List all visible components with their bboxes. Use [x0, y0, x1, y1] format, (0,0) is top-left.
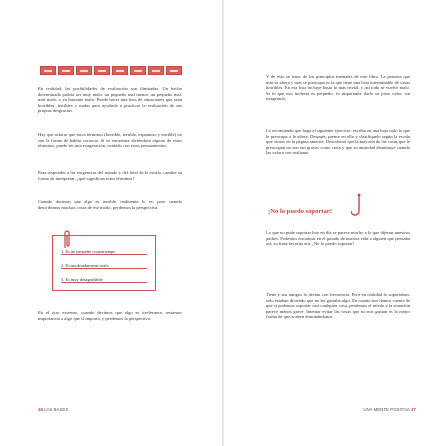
header-tab: [40, 66, 56, 75]
paragraph: En el otro extremo, cuando decimos que algo es irrelevante, restamos importancia a algo que sí importa, y perdemos la perspectiva.: [38, 310, 182, 321]
header-tab: [166, 66, 182, 75]
paragraph: Cuando decimos que algo es terrible, realmente lo es; pero cuando describimos muchas cosas de ese modo, perdemos la perspectiva.: [38, 199, 182, 210]
footer-label: LAS BASES: [44, 407, 69, 412]
page-footer: [38, 407, 68, 412]
paragraph: Lo que no pude soportar hoy en día se parece mucho a lo que dijeron nuestros padres. Podemos encontrar en el pasado de nuestra vida a alguien que pensaba así; su frase favorita era: ¡No lo puedo soportar!: [266, 230, 411, 246]
page-number: 37: [411, 407, 416, 412]
callout-item: 3. Es muy desagradable: [61, 277, 147, 282]
paragraph: En realidad, las posibilidades de evaluación son ilimitadas. Un hecho determinado podría ser muy malo, un pequeño mal menor, un pequeño mal, más malo, o ya bastante malo. Puede hacer una lista de situaciones que sean horribles, terribles y malas para ayudarle a practicar la evaluación de sus propias desgracias.: [38, 86, 182, 113]
callout-item: 1. Es un pequeño contratiempo: [61, 249, 147, 254]
header-tab: [130, 66, 146, 75]
right-page: [224, 0, 446, 446]
paragraph: Le recomiendo que haga el siguiente ejercicio: escriba en una hoja todo lo que le preocupa o le altera. Después, piense en ello y clasifíquelo según la escala que vimos en la página anterior. Descubrirá que la mayoría de las cosas que le preocupan no son tan graves como creía y que su ansiedad disminuye cuando las valora con realismo.: [266, 128, 411, 155]
paperclip-icon: [62, 228, 72, 250]
page-number: 36: [38, 407, 43, 412]
header-tab: [148, 66, 164, 75]
header-tab: [94, 66, 110, 75]
paragraph: Tiene y sus amigos lo decían con frecuencia. Pero en realidad lo soportaban; sólo estaban diciendo que no les gustaba algo. En cuanto nos damos cuenta de que sí podemos soportar casi cualquier cosa, perdemos el miedo y la situación parece menos grave. Intentar evitar las cosas que no nos gustan es la mejor forma de que acaben dominándonos.: [266, 292, 410, 319]
page-footer: [363, 407, 416, 412]
paragraph: Hay que aclarar que estos términos (horrible, terrible, espantoso y terrible) no son la forma de hablar correcta. Si se encuentra diciéndose alguno de estos términos, puede ser una exageración, cuidado con estos pensamientos.: [38, 132, 182, 148]
section-heading: ¡No lo puedo soportar!: [268, 208, 332, 215]
paragraph: Para responder a las exigencias del mundo y del final de la escala, cambie su forma de interpretar, ¿qué significan estos términos?: [38, 170, 182, 181]
hook-icon: [351, 193, 365, 223]
callout-item: 2. Es moderadamente malo: [61, 263, 147, 268]
paragraph: Y de esto se trata: de los principios mentales de este libro. La persona que más se altera y más se preocupa es la que tiene una lista interminable de cosas horribles. En esa lista incluye hasta lo más trivial, y así todo se vuelve malo. Si lo que nos molesta es pequeño, es importante darle su justo valor, sin exagerarlo.: [266, 74, 410, 101]
header-tab: [112, 66, 128, 75]
left-page: [0, 0, 222, 446]
footer-label: UNA MENTE POSITIVA: [363, 407, 410, 412]
header-tab: [58, 66, 74, 75]
header-tab: [76, 66, 92, 75]
header-tab-bar: [40, 66, 182, 75]
